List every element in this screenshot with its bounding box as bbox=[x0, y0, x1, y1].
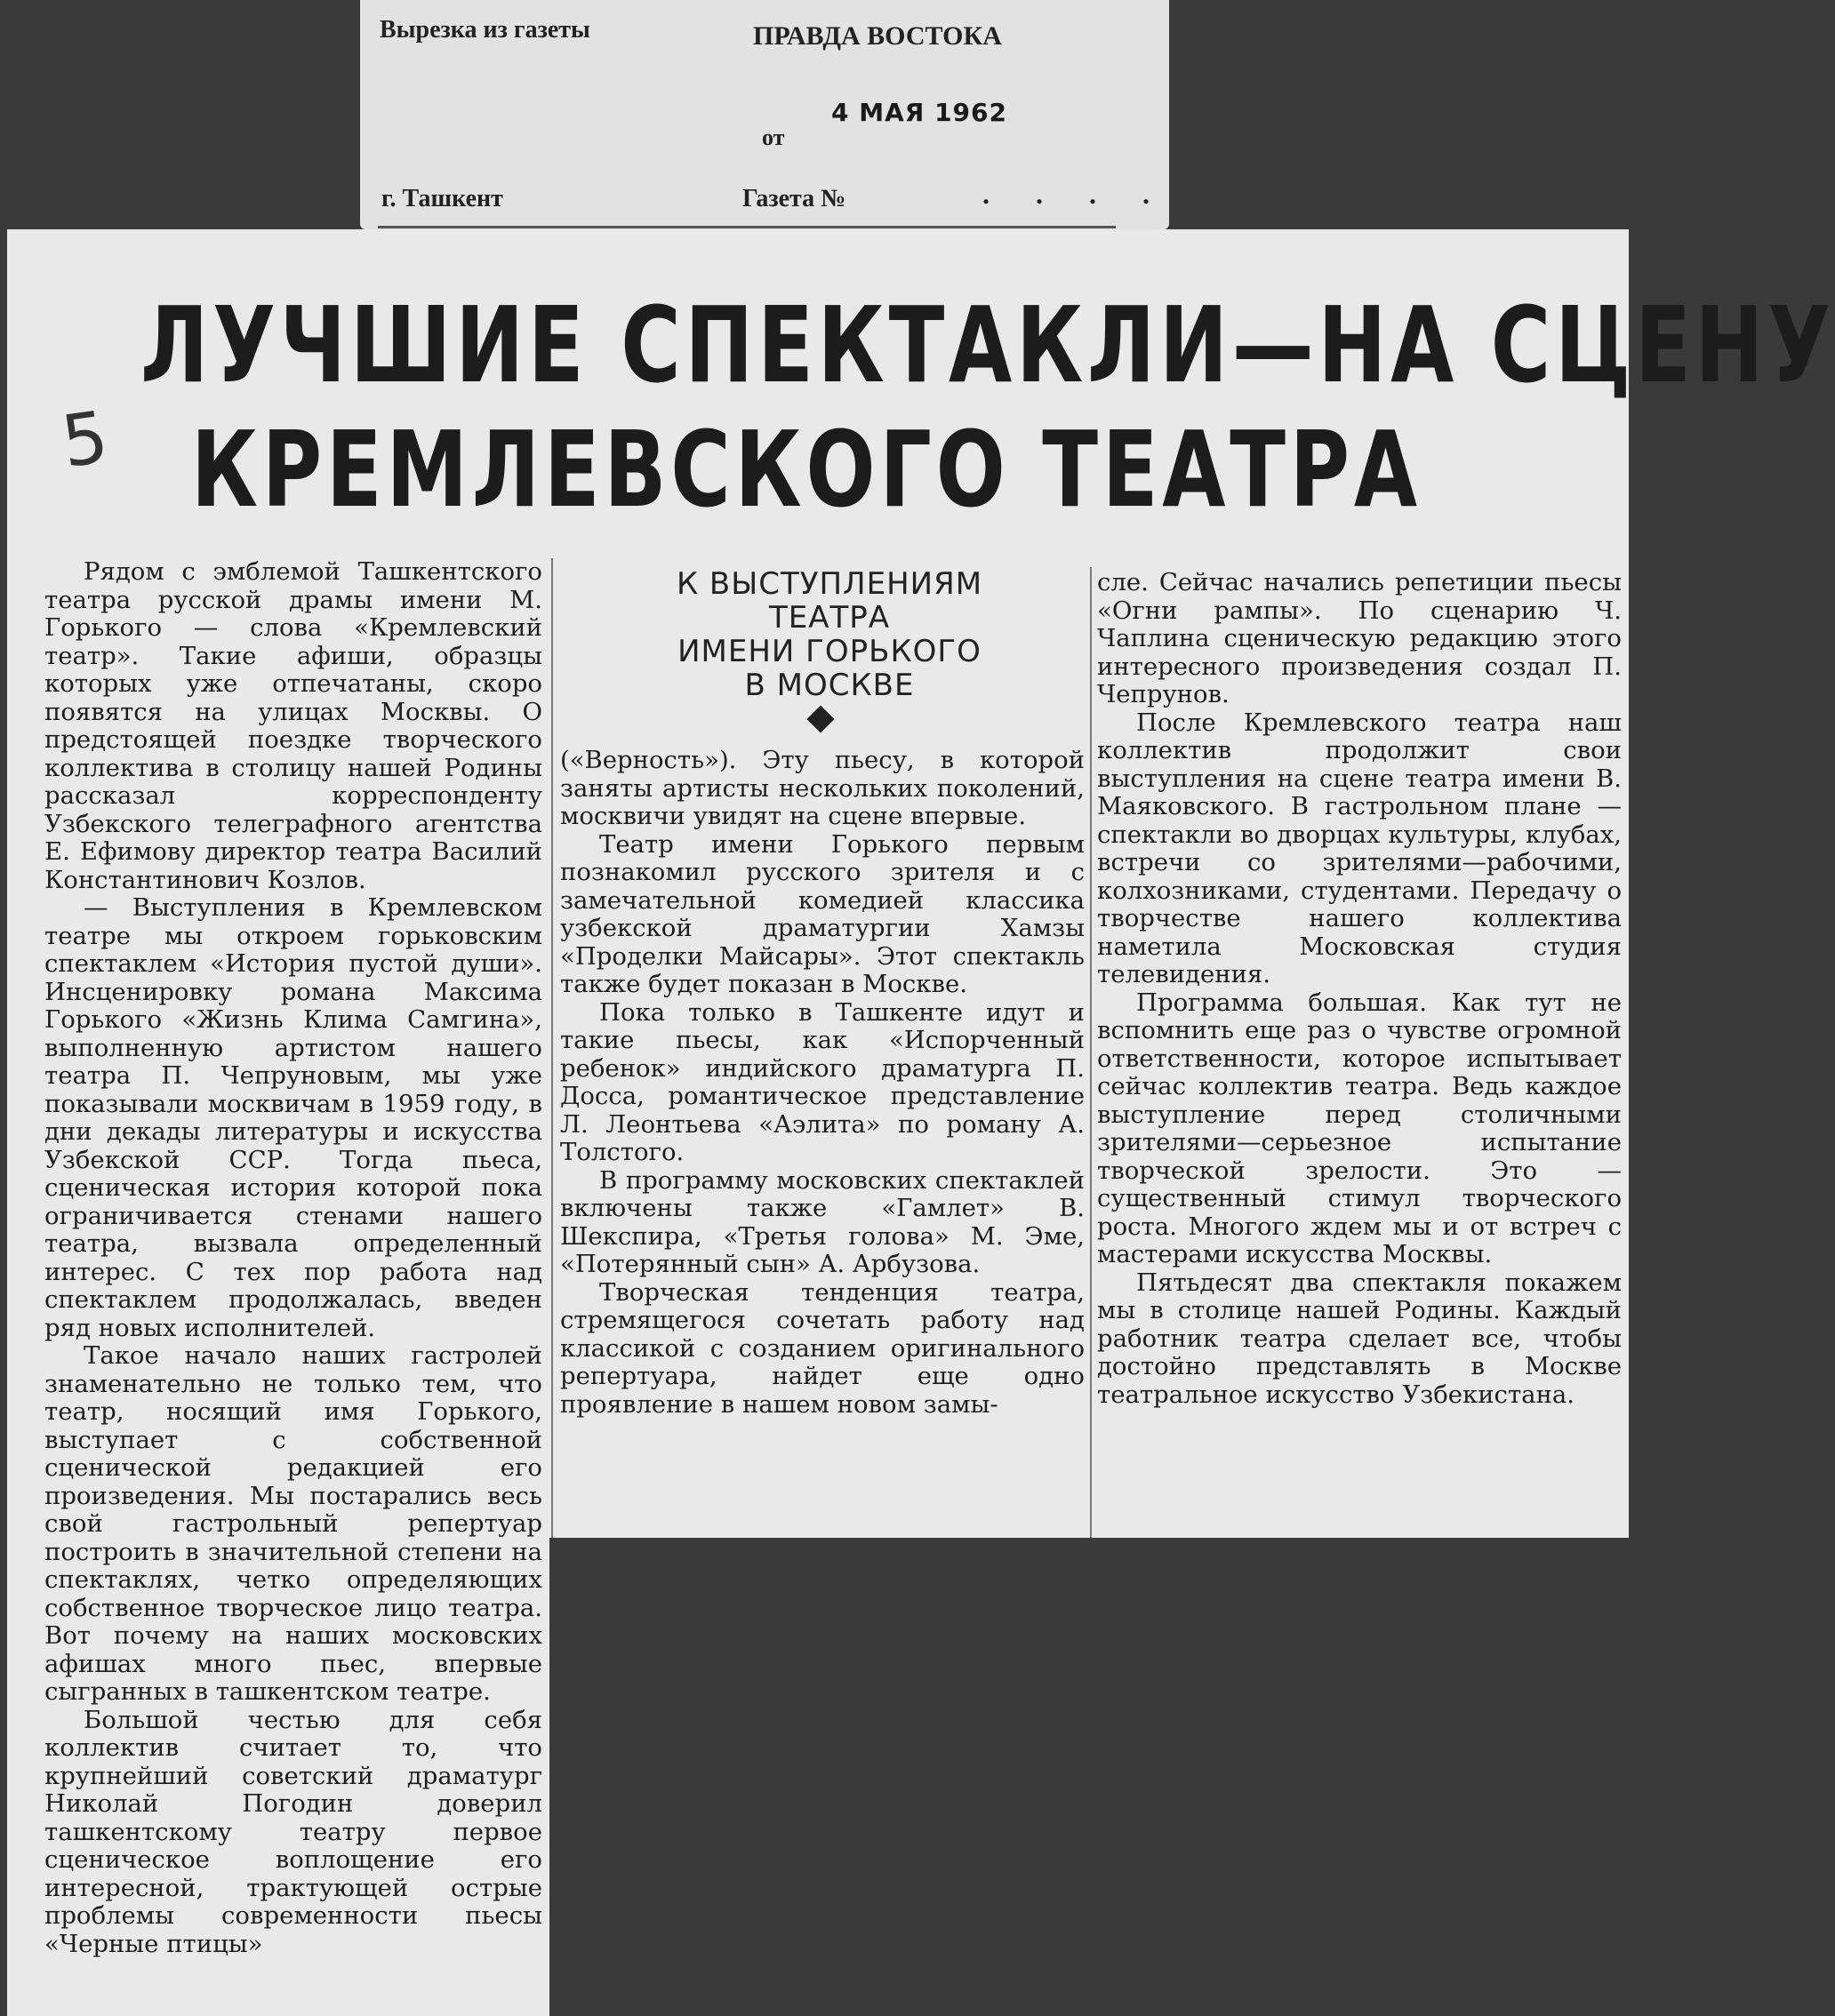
paragraph: — Выступления в Кремлевском театре мы откроем горьковским спектаклем «История пустой души». Инсценировку романа Максима Горького «Жизнь Клима Самгина», выполненную артистом нашего театра П. Чепруновым, мы уже показывали москвичам в 1959 году, в дни декады литературы и искусства Узбекской ССР. Тогда пьеса, сценическая история которой пока ограничивается стенами нашего театра, вызвала определенный интерес. С тех пор работа над спектаклем продолжалась, введен ряд новых исполнителей. bbox=[44, 893, 542, 1342]
issue-label: Газета № bbox=[742, 185, 846, 212]
background-area bbox=[549, 1538, 1636, 2016]
handwritten-number: 5 bbox=[56, 395, 114, 484]
paragraph: Театр имени Горького первым познакомил русского зрителя и с замечательной комедией классика узбекской драматургии Хамзы «Проделки Майсары». Этот спектакль также будет показан в Москве. bbox=[560, 829, 1085, 998]
paragraph: В программу московских спектаклей включены также «Гамлет» В. Шекспира, «Третья голова» М. Эме, «Потерянный сын» А. Арбузова. bbox=[560, 1165, 1085, 1278]
clipping-from-label: Вырезка из газеты bbox=[380, 16, 590, 44]
column-1 bbox=[44, 558, 542, 1958]
article-headline bbox=[140, 283, 1835, 532]
newspaper-name: ПРАВДА ВОСТОКА bbox=[753, 21, 1002, 51]
city-label: г. Ташкент bbox=[381, 185, 503, 212]
headline-line-1: ЛУЧШИЕ СПЕКТАКЛИ—НА СЦЕНУ bbox=[140, 284, 1835, 406]
headline-line-2: КРЕМЛЕВСКОГО ТЕАТРА bbox=[190, 408, 1422, 531]
subheading-line-4: В МОСКВЕ bbox=[744, 668, 915, 703]
paragraph: Рядом с эмблемой Ташкентского театра русской драмы имени М. Горького — слова «Кремлевский театр». Такие афиши, образцы которых уже отпечатаны, скоро появятся на улицах Москвы. О предстоящей поездке творческого коллектива в столицу нашей Родины рассказал корреспонденту Узбекского телеграфного агентства Е. Ефимову директор театра Василий Константинович Козлов. bbox=[44, 557, 542, 894]
subheading-line-3: ИМЕНИ ГОРЬКОГО bbox=[677, 634, 982, 669]
paragraph: Такое начало наших гастролей знаменательно не только тем, что театр, носящий имя Горького, выступает с собственной сценической редакцией его произведения. Мы постарались весь свой гастрольный репертуар построить в значительной степени на спектаклях, четко определяющих собственное творческое лицо театра. Вот почему на наших московских афишах много пьес, впервые сыгранных в ташкентском театре. bbox=[44, 1341, 542, 1706]
diamond-ornament bbox=[806, 705, 834, 732]
paragraph: Пока только в Ташкенте идут и такие пьесы, как «Испорченный ребенок» индийского драматурга П. Досса, романтическое представление Л. Леонтьева «Аэлита» по роману А. Толстого. bbox=[560, 997, 1085, 1166]
clipping-label bbox=[360, 0, 1169, 229]
subheading-line-1: К ВЫСТУПЛЕНИЯМ bbox=[676, 566, 983, 602]
paragraph: («Верность»). Эту пьесу, в которой заняты артисты нескольких поколений, москвичи увидят на сцене впервые. bbox=[560, 746, 1085, 830]
column-3 bbox=[1097, 569, 1622, 1409]
paragraph: сле. Сейчас начались репетиции пьесы «Огни рампы». По сценарию Ч. Чаплина сценическую редакцию этого интересного произведения создал П. Чепрунов. bbox=[1097, 568, 1622, 708]
paragraph: После Кремлевского театра наш коллектив продолжит свои выступления на сцене театра имени В. Маяковского. В гастрольном плане — спектакли во дворцах культуры, клубах, встречи со зрителями—рабочими, колхозниками, студентами. Передачу о творчестве нашего коллектива наметила Московская студия телевидения. bbox=[1097, 708, 1622, 988]
subheading-line-2: ТЕАТРА bbox=[768, 600, 891, 636]
paragraph: Программа большая. Как тут не вспомнить еще раз о чувстве огромной ответственности, которое испытывает сейчас коллектив театра. Ведь каждое выступление перед столичными зрителями—серьезное испытание творческой зрелости. Это — существенный стимул творческого роста. Многого ждем мы и от встреч с мастерами искусства Москвы. bbox=[1097, 988, 1622, 1268]
date-prefix: от bbox=[762, 124, 785, 150]
column-2 bbox=[560, 747, 1085, 1419]
paragraph: Творческая тенденция театра, стремящегося сочетать работу над классикой с созданием оригинального репертуара, найдет еще одно проявление в нашем новом замы- bbox=[560, 1277, 1085, 1419]
issue-dots: . . . . bbox=[982, 178, 1169, 210]
label-divider bbox=[378, 226, 1116, 228]
date-stamp: 4 МАЯ 1962 bbox=[831, 98, 1008, 127]
subheading bbox=[558, 567, 1101, 702]
paragraph: Пятьдесят два спектакля покажем мы в столице нашей Родины. Каждый работник театра сделает все, чтобы достойно представлять в Москве театральное искусство Узбекистана. bbox=[1097, 1268, 1622, 1409]
paragraph: Большой честью для себя коллектив считает то, что крупнейший советский драматург Николай Погодин доверил ташкентскому театру первое сценическое воплощение его интересной, трактующей острые проблемы современности пьесы «Черные птицы» bbox=[44, 1705, 542, 1958]
